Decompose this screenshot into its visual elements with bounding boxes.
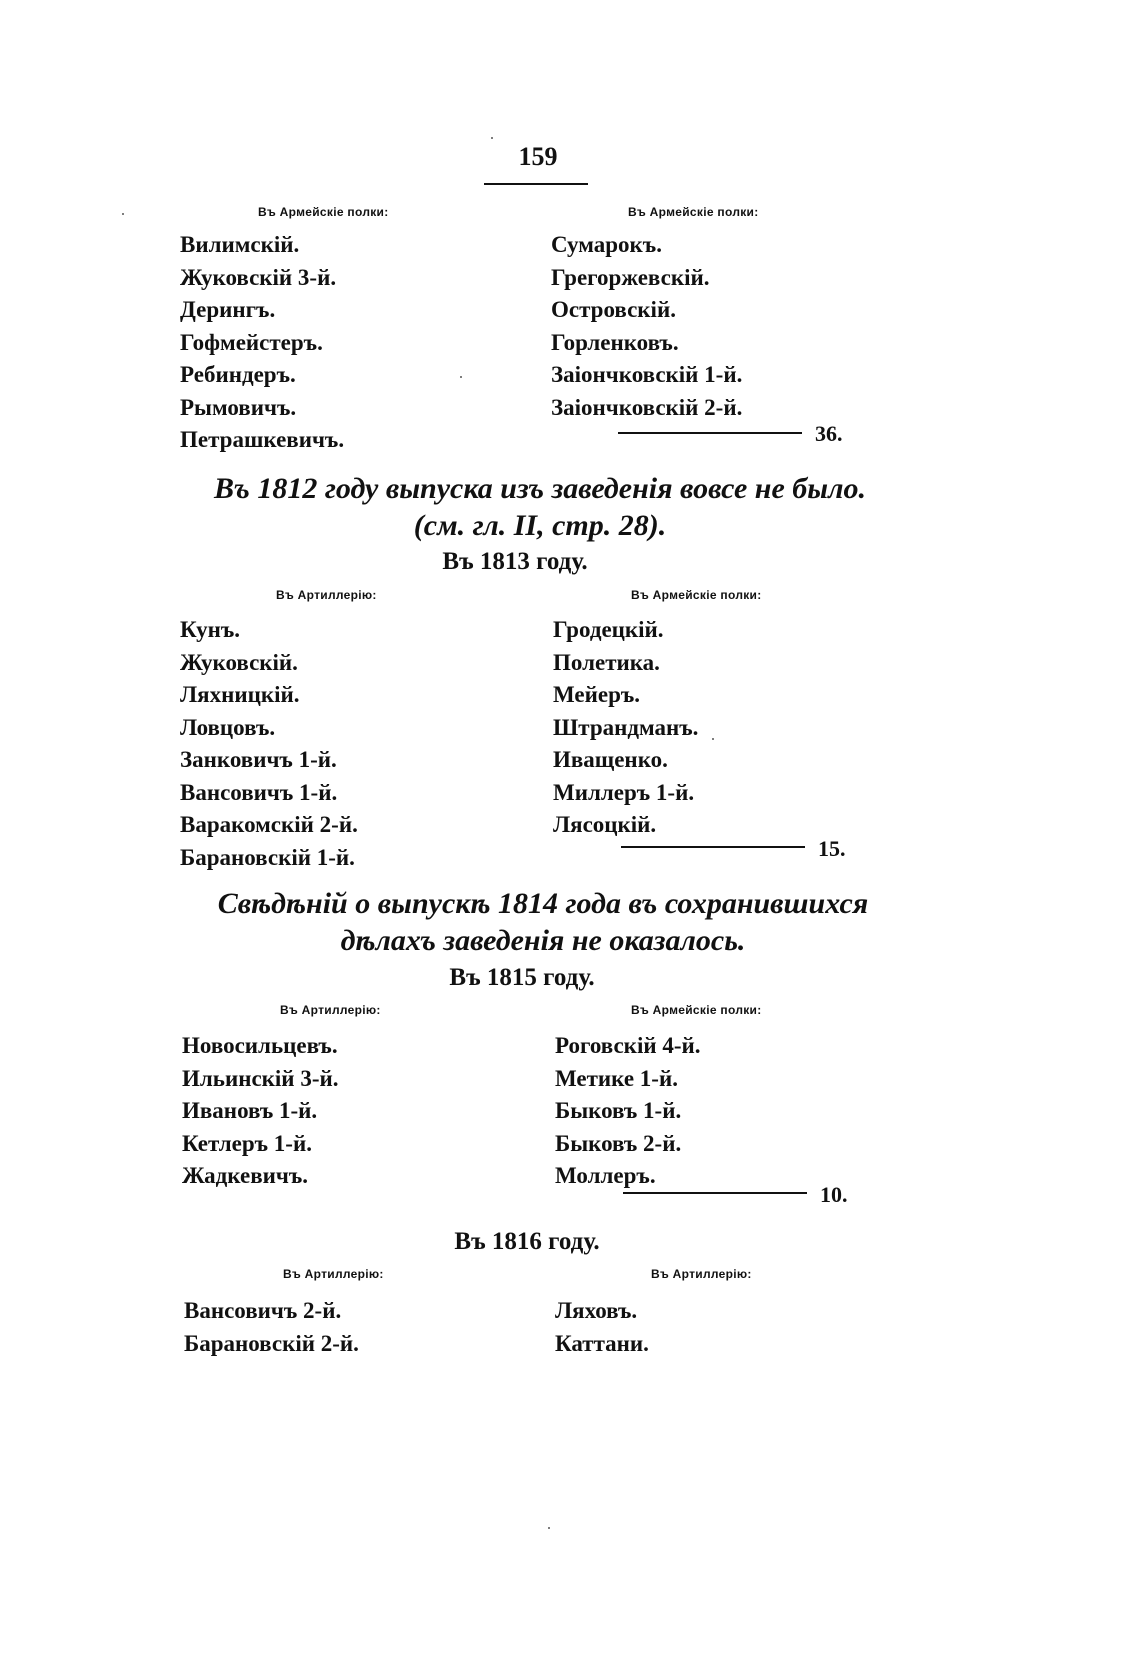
- list-item: Сумарокъ.: [551, 232, 662, 257]
- note-line: дѣлахъ заведенія не оказалось.: [340, 924, 746, 957]
- list-item: Вансовичъ 1-й.: [180, 779, 338, 805]
- year-heading-1813: Въ 1813 году.: [442, 548, 588, 575]
- list-item: Лясоцкій.: [553, 812, 657, 837]
- list-item: Занковичъ 1-й.: [180, 747, 337, 772]
- column-heading-right: Въ Армейскіе полки:: [631, 588, 762, 602]
- column-heading-left: Въ Артиллерію:: [276, 588, 377, 602]
- list-item: Гродецкій.: [553, 617, 664, 642]
- column-heading-right: Въ Армейскіе полки:: [628, 205, 759, 219]
- name-list-left: [180, 614, 358, 874]
- list-item: Петрашкевичъ.: [180, 427, 345, 452]
- note-line: (см. гл. II, стр. 28).: [413, 509, 667, 542]
- column-heading-left: Въ Артиллерію:: [283, 1267, 384, 1281]
- total-count: 15.: [818, 836, 846, 861]
- name-list-right: [555, 1295, 649, 1360]
- name-list-right: [553, 614, 698, 842]
- list-item: Ребиндеръ.: [180, 362, 296, 387]
- list-item: Новосильцевъ.: [182, 1033, 338, 1058]
- column-heading-right: Въ Армейскіе полки:: [631, 1003, 762, 1017]
- year-heading-1816: Въ 1816 году.: [454, 1228, 600, 1255]
- note-line: Въ 1812 году выпуска изъ заведенія вовсе не было.: [214, 472, 866, 505]
- scan-speck: [491, 137, 493, 139]
- list-item: Вилимскій.: [180, 232, 300, 257]
- scan-speck: [712, 738, 714, 740]
- list-item: Иващенко.: [553, 747, 668, 772]
- name-list-left: [182, 1030, 338, 1193]
- page-number: 159: [518, 142, 558, 171]
- list-item: Каттани.: [555, 1330, 649, 1356]
- total-count: 36.: [815, 421, 843, 446]
- list-item: Мейеръ.: [553, 682, 641, 707]
- list-item: Метике 1-й.: [555, 1065, 678, 1091]
- page-number-rule: [484, 183, 588, 185]
- list-item: Варакомскій 2-й.: [180, 812, 358, 837]
- list-item: Барановскій 1-й.: [180, 844, 355, 870]
- name-list-right: [555, 1030, 701, 1193]
- list-item: Быковъ 2-й.: [555, 1130, 682, 1156]
- list-item: Грегоржевскій.: [551, 264, 710, 290]
- list-item: Гофмейстеръ.: [180, 329, 323, 355]
- scan-speck: [460, 376, 462, 378]
- scan-speck: [122, 213, 124, 215]
- total-rule: [621, 846, 805, 848]
- list-item: Ивановъ 1-й.: [182, 1098, 318, 1123]
- name-list-left: [184, 1295, 359, 1360]
- list-item: Ильинскій 3-й.: [182, 1065, 339, 1091]
- list-item: Ляховъ.: [555, 1298, 638, 1323]
- note-1812: [150, 470, 930, 544]
- list-item: Штрандманъ.: [553, 714, 699, 740]
- total-rule: [623, 1192, 807, 1194]
- total-count: 10.: [820, 1182, 848, 1207]
- list-item: Быковъ 1-й.: [555, 1098, 682, 1123]
- total-rule: [618, 432, 802, 434]
- column-heading-right: Въ Артиллерію:: [651, 1267, 752, 1281]
- list-item: Заіончковскій 2-й.: [551, 394, 743, 420]
- list-item: Кетлеръ 1-й.: [182, 1130, 312, 1156]
- note-line: Свѣдѣній о выпускѣ 1814 года въ сохранившихся: [217, 887, 869, 920]
- name-list-left: [180, 229, 344, 457]
- list-item: Кунъ.: [180, 617, 241, 642]
- list-item: Дерингъ.: [180, 297, 276, 322]
- list-item: Моллеръ.: [555, 1163, 656, 1188]
- list-item: Миллеръ 1-й.: [553, 779, 695, 805]
- list-item: Жуковскій.: [180, 649, 298, 675]
- list-item: Жуковскій 3-й.: [180, 264, 337, 290]
- list-item: Горленковъ.: [551, 329, 679, 355]
- column-heading-left: Въ Армейскіе полки:: [258, 205, 389, 219]
- list-item: Островскій.: [551, 297, 676, 322]
- list-item: Роговскій 4-й.: [555, 1033, 701, 1058]
- note-1814: [153, 885, 933, 959]
- list-item: Жадкевичъ.: [182, 1163, 308, 1188]
- list-item: Заіончковскій 1-й.: [551, 362, 743, 387]
- list-item: Рымовичъ.: [180, 394, 297, 420]
- list-item: Барановскій 2-й.: [184, 1330, 359, 1356]
- list-item: Ловцовъ.: [180, 714, 276, 740]
- column-heading-left: Въ Артиллерію:: [280, 1003, 381, 1017]
- year-heading-1815: Въ 1815 году.: [449, 964, 595, 991]
- list-item: Полетика.: [553, 649, 660, 675]
- scan-speck: [548, 1527, 550, 1529]
- list-item: Ляхницкій.: [180, 682, 300, 707]
- name-list-right: [551, 229, 742, 424]
- list-item: Вансовичъ 2-й.: [184, 1298, 342, 1323]
